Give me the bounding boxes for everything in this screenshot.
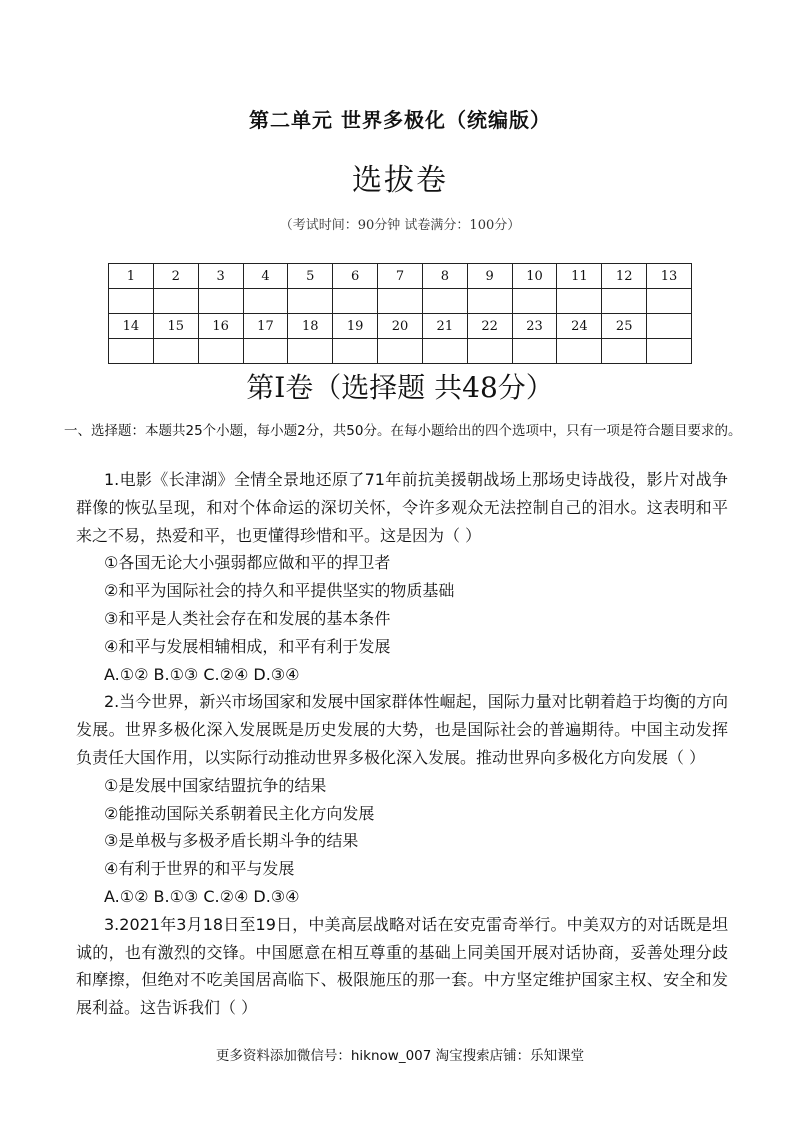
grid-cell-number: 4 [243, 264, 288, 289]
answer-choices: A.①② B.①③ C.②④ D.③④ [104, 664, 300, 684]
grid-cell-number: 13 [647, 264, 692, 289]
question-statement: ①是发展中国家结盟抗争的结果 [104, 775, 327, 795]
grid-cell-answer[interactable] [109, 339, 154, 364]
grid-cell-answer[interactable] [557, 339, 602, 364]
question-1 [76, 466, 728, 688]
question-list [76, 466, 728, 1022]
grid-cell-number: 24 [557, 314, 602, 339]
grid-cell-answer[interactable] [647, 289, 692, 314]
grid-cell-number: 12 [602, 264, 647, 289]
grid-cell-answer[interactable] [512, 289, 557, 314]
grid-cell-answer[interactable] [602, 289, 647, 314]
grid-cell-answer[interactable] [198, 289, 243, 314]
answer-choices: A.①② B.①③ C.②④ D.③④ [104, 886, 300, 906]
unit-title: 第二单元 世界多极化（统编版） [249, 108, 551, 132]
grid-cell-answer[interactable] [378, 339, 423, 364]
question-3 [76, 911, 728, 1022]
grid-cell-answer[interactable] [467, 339, 512, 364]
grid-cell-number: 23 [512, 314, 557, 339]
grid-cell-number: 25 [602, 314, 647, 339]
grid-cell-answer[interactable] [647, 339, 692, 364]
question-2 [76, 688, 728, 910]
question-statement: ②和平为国际社会的持久和平提供坚实的物质基础 [104, 581, 455, 601]
grid-cell-number: 5 [288, 264, 333, 289]
grid-cell-answer[interactable] [467, 289, 512, 314]
answer-grid-number-row-1 [109, 264, 692, 289]
question-statement: ③和平是人类社会存在和发展的基本条件 [104, 608, 391, 628]
grid-cell-number: 19 [333, 314, 378, 339]
grid-cell-number: 1 [109, 264, 154, 289]
grid-cell-answer[interactable] [243, 339, 288, 364]
answer-grid-blank-row-1 [109, 289, 692, 314]
grid-cell-number: 15 [153, 314, 198, 339]
grid-cell-number [647, 314, 692, 339]
question-statement: ②能推动国际关系朝着民主化方向发展 [104, 803, 375, 823]
grid-cell-answer[interactable] [243, 289, 288, 314]
answer-grid [108, 263, 692, 364]
grid-cell-number: 7 [378, 264, 423, 289]
question-statement: ③是单极与多极矛盾长期斗争的结果 [104, 831, 359, 851]
grid-cell-answer[interactable] [153, 289, 198, 314]
grid-cell-number: 21 [422, 314, 467, 339]
question-stem: 2.当今世界，新兴市场国家和发展中国家群体性崛起，国际力量对比朝着趋于均衡的方向发展。世界多极化深入发展既是历史发展的大势，也是国际社会的普遍期待。中国主动发挥负责任大国作用，以实际行动推动世界多极化深入发展。推动世界向多极化方向发展（ ） [76, 692, 728, 767]
question-statement: ①各国无论大小强弱都应做和平的捍卫者 [104, 553, 391, 573]
grid-cell-answer[interactable] [288, 339, 333, 364]
grid-cell-number: 3 [198, 264, 243, 289]
exam-info: （考试时间：90分钟 试卷满分：100分） [279, 218, 521, 233]
question-statement: ④有利于世界的和平与发展 [104, 859, 295, 879]
grid-cell-answer[interactable] [422, 289, 467, 314]
question-statement: ④和平与发展相辅相成，和平有利于发展 [104, 636, 391, 656]
grid-cell-number: 10 [512, 264, 557, 289]
page-footer: 更多资料添加微信号：hiknow_007 淘宝搜索店铺：乐知课堂 [215, 1048, 585, 1064]
grid-cell-number: 9 [467, 264, 512, 289]
grid-cell-answer[interactable] [333, 339, 378, 364]
grid-cell-answer[interactable] [109, 289, 154, 314]
question-stem: 1.电影《长津湖》全情全景地还原了71年前抗美援朝战场上那场史诗战役，影片对战争群像的恢弘呈现，和对个体命运的深切关怀，令许多观众无法控制自己的泪水。这表明和平来之不易，热爱和平，也更懂得珍惜和平。这是因为（ ） [76, 470, 728, 545]
answer-grid-blank-row-2 [109, 339, 692, 364]
grid-cell-number: 17 [243, 314, 288, 339]
grid-cell-answer[interactable] [378, 289, 423, 314]
exam-type-title: 选拔卷 [352, 163, 448, 198]
section-instructions: 一、选择题：本题共25个小题，每小题2分，共50分。在每小题给出的四个选项中，只有一项是符合题目要求的。 [64, 423, 742, 439]
grid-cell-number: 14 [109, 314, 154, 339]
grid-cell-answer[interactable] [198, 339, 243, 364]
answer-grid-number-row-2 [109, 314, 692, 339]
grid-cell-number: 20 [378, 314, 423, 339]
grid-cell-answer[interactable] [602, 339, 647, 364]
grid-cell-answer[interactable] [512, 339, 557, 364]
grid-cell-answer[interactable] [422, 339, 467, 364]
grid-cell-number: 22 [467, 314, 512, 339]
grid-cell-number: 18 [288, 314, 333, 339]
grid-cell-number: 8 [422, 264, 467, 289]
grid-cell-answer[interactable] [333, 289, 378, 314]
grid-cell-number: 2 [153, 264, 198, 289]
grid-cell-number: 16 [198, 314, 243, 339]
grid-cell-answer[interactable] [153, 339, 198, 364]
grid-cell-answer[interactable] [557, 289, 602, 314]
grid-cell-answer[interactable] [288, 289, 333, 314]
grid-cell-number: 11 [557, 264, 602, 289]
question-stem: 3.2021年3月18日至19日，中美高层战略对话在安克雷奇举行。中美双方的对话既是坦诚的，也有激烈的交锋。中国愿意在相互尊重的基础上同美国开展对话协商，妥善处理分歧和摩擦，但绝对不吃美国居高临下、极限施压的那一套。中方坚定维护国家主权、安全和发展利益。这告诉我们（ ） [76, 914, 728, 1018]
grid-cell-number: 6 [333, 264, 378, 289]
section-heading: 第I卷（选择题 共48分） [246, 371, 554, 404]
